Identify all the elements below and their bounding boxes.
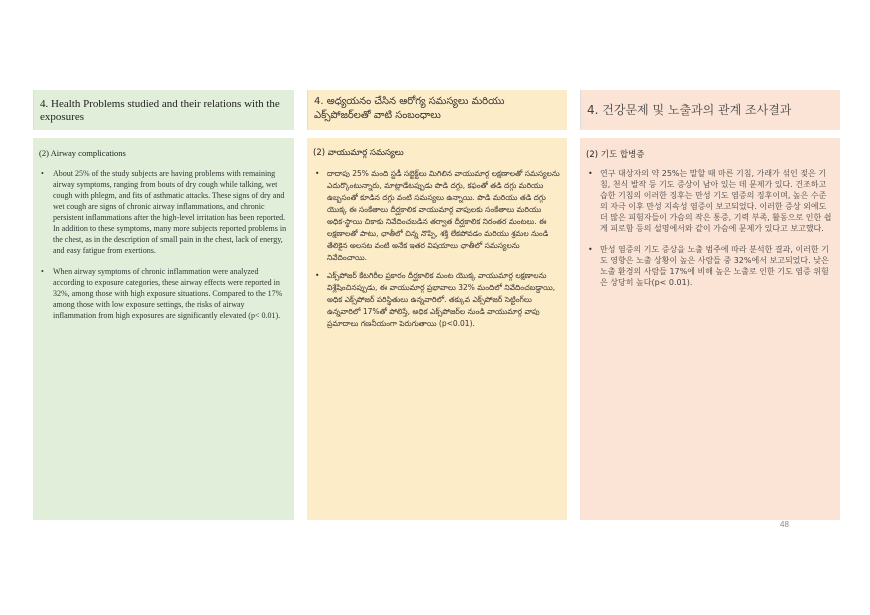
telugu-bullet: • దాదాపు 25% మంది స్టడీ సబ్జెక్ట్‌లు మిగిలిన వాయుమార్గ లక్షణాలతో సమస్యలను ఎదుర్కొంటున్నారు, మాట్లాడేటప్పుడు పొడి దగ్గు, కఫంతో తడి దగ్గు మరియు ఉబ్బసంతో కూడిన దగ్గు వంటి సమస్యలు ఉన్నాయి. పొడి మరియు తడి దగ్గు యొక్క ఈ సంకేతాలు దీర్ఘకాలిక వాయుమార్గ వాపులకు సంకేతాలు మరియు అధిక-స్థాయి చికాకు నివేదించబడిన తర్వాత దీర్ఘకాలిక నిరంతర మంటలు. ఈ లక్షణాలతో పాటు, ఛాతీలో చిన్న నొప్పి, శక్తి లేకపోవడం మరియు శ్రమల నుండి తేలికైన అలసట వంటి అనేక ఇతర విషయాలు ఛాతీలో సమస్యలను నివేదించాయి. [313, 168, 561, 264]
korean-bullet: • 연구 대상자의 약 25%는 말할 때 마른 기침, 가래가 섞인 젖은 기침, 천식 발작 등 기도 증상이 남아 있는 데 문제가 있다. 건조하고 습한 기침의 이러한 징후는 만성 기도 염증의 징후이며, 높은 수준의 자극 이후 만성 지속성 염증이 보고되었다. 이러한 증상 외에도 더 많은 피험자들이 가슴의 작은 통증, 기력 부족, 활동으로 인한 쉽게 피로함 등의 설명에서와 같이 가슴에 문제가 있다고 보고했다. [586, 168, 834, 234]
korean-body [580, 138, 840, 520]
telugu-body [307, 138, 567, 520]
english-bullet-list [39, 168, 288, 321]
english-subheader: (2) Airway complications [39, 148, 126, 158]
telugu-column [307, 90, 567, 520]
korean-column [580, 90, 840, 520]
telugu-header: 4. అధ్యయనం చేసిన ఆరోగ్య సమస్యలు మరియు ఎక్స్‌పోజర్‌లతో వాటి సంబంధాలు [307, 90, 567, 130]
korean-subheader: (2) 기도 합병증 [586, 150, 645, 160]
korean-bullet: • 만성 염증의 기도 증상을 노출 범주에 따라 분석한 결과, 이러한 기도 영향은 노출 상황이 높은 사람들 중 32%에서 보고되었다. 낮은 노출 환경의 사람들 17%에 비해 높은 노출로 인한 기도 염증 위험은 상당히 높다(p< 0.01). [586, 244, 834, 288]
telugu-bullet: • ఎక్స్‌పోజర్ కేటగిరీల ప్రకారం దీర్ఘకాలిక మంట యొక్క వాయుమార్గ లక్షణాలను విశ్లేషించినప్పుడు, ఈ వాయుమార్గ ప్రభావాలు 32% మందిలో నివేదించబడ్డాయి, అధిక ఎక్స్‌పోజర్ పరిస్థితులు ఉన్నవారిలో. తక్కువ ఎక్స్‌పోజర్ సెట్టింగ్‌లు ఉన్నవారిలో 17%తో పోలిస్తే, అధిక ఎక్స్‌పోజర్‌ల నుండి వాయుమార్గ వాపు ప్రమాదాలు గణనీయంగా పెరుగుతాయి (p<0.01). [313, 270, 561, 330]
english-bullet: • About 25% of the study subjects are having problems with remaining airway symptoms, ranging from bouts of dry cough while talking, wet cough with phlegm, and fits of asthmatic attacks. These signs of dry and wet cough are signs of chronic airway inflammations, and chronic persistent inflammations after the high-level irritation has been reported. In addition to these symptoms, many more subjects reported problems in the chest, as in the description of small pain in the chest, lack of energy, and easy fatigue from exertions. [39, 168, 288, 256]
telugu-bullet-list [313, 168, 561, 330]
english-header: 4. Health Problems studied and their relations with the exposures [33, 90, 294, 130]
page-number: 48 [780, 520, 789, 529]
english-column [33, 90, 294, 520]
korean-bullet-list [586, 168, 834, 288]
korean-header: 4. 건강문제 및 노출과의 관계 조사결과 [580, 90, 840, 130]
telugu-subheader: (2) వాయుమార్గ సమస్యలు [313, 148, 404, 158]
english-body [33, 138, 294, 520]
english-bullet: • When airway symptoms of chronic inflammation were analyzed according to exposure categories, these airway effects were reported in 32%, among those with high exposure situations. Compared to the 17% among those with low exposure settings, the risks of airway inflammation from high exposures are significantly elevated (p< 0.01). [39, 266, 288, 321]
